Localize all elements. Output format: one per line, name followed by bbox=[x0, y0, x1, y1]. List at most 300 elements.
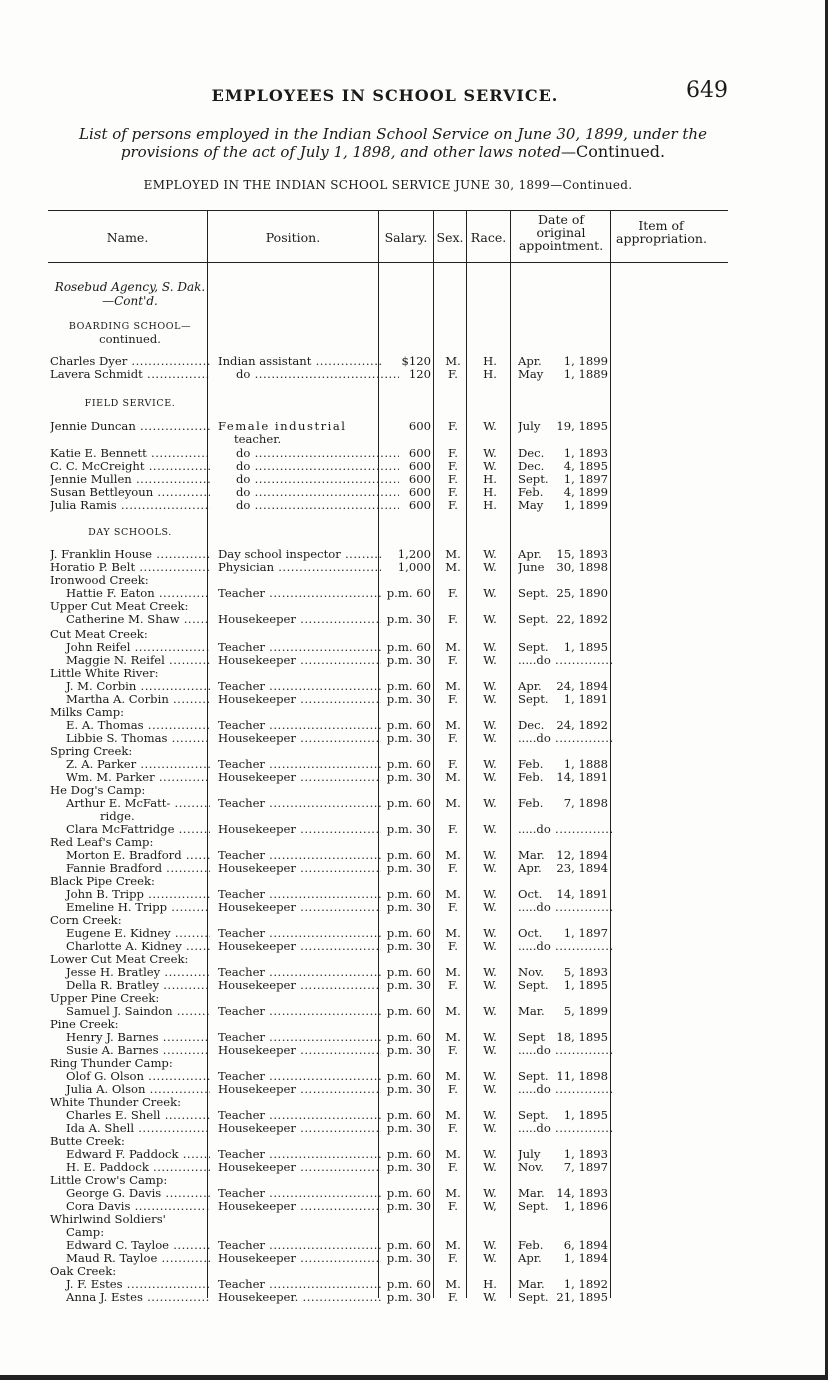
appointment-month: Nov. bbox=[518, 1161, 544, 1174]
employee-race: W. bbox=[483, 587, 497, 600]
appointment-month: Sept. bbox=[518, 587, 549, 600]
section-boarding-school: BOARDING SCHOOL— bbox=[68, 321, 192, 332]
header-salary: Salary. bbox=[384, 230, 428, 245]
employee-race: W. bbox=[483, 927, 497, 940]
camp-heading bbox=[0, 1018, 828, 1031]
table-row bbox=[0, 613, 828, 626]
employee-race: W. bbox=[483, 1070, 497, 1083]
employee-salary: 600 bbox=[408, 499, 431, 512]
table-row bbox=[0, 473, 828, 486]
employee-name: Lavera Schmidt ..... bbox=[50, 368, 210, 381]
employee-salary: p.m. 60 bbox=[386, 888, 431, 901]
appointment-day-year: 1, 1892 bbox=[563, 1278, 608, 1291]
employee-salary: $120 bbox=[401, 355, 431, 368]
table-row bbox=[0, 1252, 828, 1265]
employee-race: W. bbox=[483, 1122, 497, 1135]
employee-name: Cora Davis ..... bbox=[50, 1200, 210, 1213]
employee-appointment-date bbox=[512, 368, 614, 384]
employee-name: Fannie Bradford ..... bbox=[50, 862, 210, 875]
camp-name: Black Pipe Creek: bbox=[50, 875, 155, 888]
employee-sex: F. bbox=[448, 732, 458, 745]
appointment-month: Sept. bbox=[518, 473, 549, 486]
employee-sex: F. bbox=[448, 654, 458, 667]
employee-appointment-date bbox=[512, 732, 614, 745]
employee-race: W. bbox=[483, 901, 497, 914]
table-row bbox=[0, 823, 828, 836]
employee-sex: M. bbox=[445, 641, 461, 654]
employee-salary: p.m. 60 bbox=[386, 927, 431, 940]
camp-heading bbox=[0, 784, 828, 797]
employee-sex: M. bbox=[445, 561, 461, 574]
employee-race: W. bbox=[483, 849, 497, 862]
employee-salary: p.m. 30 bbox=[386, 1083, 431, 1096]
employee-race: W. bbox=[483, 1148, 497, 1161]
employee-sex: F. bbox=[448, 862, 458, 875]
header-date: Date of original appointment. bbox=[518, 212, 604, 253]
employee-race: W. bbox=[483, 1187, 497, 1200]
appointment-day-year: 4, 1895 bbox=[563, 460, 608, 473]
employee-salary: 1,200 bbox=[397, 548, 431, 561]
appointment-ditto: .....do ..... bbox=[518, 1083, 614, 1096]
employee-race: W. bbox=[483, 1044, 497, 1057]
employee-race: W. bbox=[483, 420, 497, 433]
employee-sex: F. bbox=[448, 940, 458, 953]
employee-salary: p.m. 60 bbox=[386, 1187, 431, 1200]
employee-position: do ..... bbox=[218, 486, 399, 499]
appointment-day-year: 30, 1898 bbox=[556, 561, 608, 574]
employee-salary: p.m. 30 bbox=[386, 732, 431, 745]
appointment-month: Sept bbox=[518, 1031, 545, 1044]
header-name: Name. bbox=[106, 230, 149, 245]
table-row bbox=[0, 693, 828, 706]
appointment-day-year: 24, 1892 bbox=[556, 719, 608, 732]
employee-salary: p.m. 30 bbox=[386, 1122, 431, 1135]
employee-sex: F. bbox=[448, 1200, 458, 1213]
appointment-day-year: 23, 1894 bbox=[556, 862, 608, 875]
employee-salary: p.m. 60 bbox=[386, 680, 431, 693]
table-row bbox=[0, 940, 828, 953]
employee-race: W. bbox=[483, 732, 497, 745]
employee-appointment-date bbox=[512, 1044, 614, 1057]
table-row bbox=[0, 901, 828, 914]
employee-race: W. bbox=[483, 1252, 497, 1265]
appointment-day-year: 1, 1889 bbox=[563, 368, 608, 381]
employee-position: Housekeeper ..... bbox=[218, 771, 381, 784]
employee-position: Teacher ..... bbox=[218, 966, 381, 979]
employee-salary: p.m. 30 bbox=[386, 654, 431, 667]
employee-position: Teacher ..... bbox=[218, 641, 381, 654]
employee-sex: F. bbox=[448, 1291, 458, 1304]
employee-sex: M. bbox=[445, 1278, 461, 1291]
header-bottom-rule bbox=[48, 262, 728, 263]
appointment-day-year: 7, 1897 bbox=[563, 1161, 608, 1174]
employee-position: Teacher ..... bbox=[218, 849, 381, 862]
employee-position: Teacher ..... bbox=[218, 1031, 381, 1044]
table-row bbox=[0, 771, 828, 784]
employee-sex: M. bbox=[445, 797, 461, 810]
employee-position: Teacher ..... bbox=[218, 797, 381, 810]
employee-name: H. E. Paddock ..... bbox=[50, 1161, 210, 1174]
employee-sex: M. bbox=[445, 355, 461, 368]
camp-name: Whirlwind Soldiers' bbox=[50, 1213, 166, 1226]
appointment-day-year: 14, 1891 bbox=[556, 888, 608, 901]
employee-sex: F. bbox=[448, 368, 458, 381]
employee-name: John Reifel ..... bbox=[50, 641, 210, 654]
section-boarding-continued: continued. bbox=[99, 332, 161, 346]
appointment-day-year: 1, 1895 bbox=[563, 1109, 608, 1122]
table-row bbox=[0, 447, 828, 460]
employee-position: Physician ..... bbox=[218, 561, 381, 574]
appointment-ditto: .....do ..... bbox=[518, 1122, 614, 1135]
employee-salary: p.m. 60 bbox=[386, 1148, 431, 1161]
employee-position: Teacher ..... bbox=[218, 1005, 381, 1018]
table-row bbox=[0, 587, 828, 600]
employee-race: W. bbox=[483, 862, 497, 875]
employee-name: Katie E. Bennett ..... bbox=[50, 447, 210, 460]
employee-salary: p.m. 60 bbox=[386, 641, 431, 654]
employee-sex: F. bbox=[448, 1083, 458, 1096]
employee-sex: M. bbox=[445, 1109, 461, 1122]
employee-name: Horatio P. Belt ..... bbox=[50, 561, 210, 574]
employee-race: H. bbox=[483, 473, 497, 486]
employee-name: Samuel J. Saindon ..... bbox=[50, 1005, 210, 1018]
page-title: EMPLOYEES IN SCHOOL SERVICE. bbox=[211, 86, 559, 105]
employee-name: Anna J. Estes ..... bbox=[50, 1291, 210, 1304]
employee-sex: M. bbox=[445, 1070, 461, 1083]
employee-appointment-date bbox=[512, 823, 614, 836]
employee-sex: M. bbox=[445, 1187, 461, 1200]
appointment-day-year: 1, 1891 bbox=[563, 693, 608, 706]
appointment-month: Apr. bbox=[518, 680, 542, 693]
camp-heading bbox=[0, 1096, 828, 1109]
employee-name: J. Franklin House ..... bbox=[50, 548, 210, 561]
employee-race: W. bbox=[483, 641, 497, 654]
employee-race: W. bbox=[483, 1005, 497, 1018]
appointment-month: Sept. bbox=[518, 1109, 549, 1122]
employee-race: W. bbox=[483, 1161, 497, 1174]
appointment-day-year: 15, 1893 bbox=[556, 548, 608, 561]
employee-name: Julia A. Olson ..... bbox=[50, 1083, 210, 1096]
appointment-month: Dec. bbox=[518, 719, 545, 732]
appointment-month: Sept. bbox=[518, 1200, 549, 1213]
header-sex: Sex. bbox=[436, 230, 464, 245]
table-row bbox=[0, 1083, 828, 1096]
appointment-day-year: 4, 1899 bbox=[563, 486, 608, 499]
employee-salary: p.m. 30 bbox=[386, 771, 431, 784]
table-row bbox=[0, 1044, 828, 1057]
employee-salary: p.m. 30 bbox=[386, 823, 431, 836]
employee-race: W. bbox=[483, 680, 497, 693]
employee-position: Housekeeper ..... bbox=[218, 1122, 381, 1135]
employee-appointment-date bbox=[512, 499, 614, 515]
employee-race: W. bbox=[483, 1031, 497, 1044]
appointment-month: Mar. bbox=[518, 849, 545, 862]
employee-sex: M. bbox=[445, 1031, 461, 1044]
appointment-month: Dec. bbox=[518, 447, 545, 460]
employee-name: Jesse H. Bratley ..... bbox=[50, 966, 210, 979]
table-row bbox=[0, 732, 828, 745]
employee-salary: p.m. 30 bbox=[386, 940, 431, 953]
table-row bbox=[0, 460, 828, 473]
table-row bbox=[0, 1161, 828, 1174]
employee-race: W. bbox=[483, 561, 497, 574]
employee-position: Teacher ..... bbox=[218, 927, 381, 940]
employee-race: H. bbox=[483, 499, 497, 512]
camp-name: Little White River: bbox=[50, 667, 159, 680]
camp-heading bbox=[0, 628, 828, 641]
camp-heading bbox=[0, 574, 828, 587]
employee-name: Martha A. Corbin ..... bbox=[50, 693, 210, 706]
camp-name: Ironwood Creek: bbox=[50, 574, 149, 587]
employee-position: do ..... bbox=[218, 460, 399, 473]
employee-name: Catherine M. Shaw ..... bbox=[50, 613, 210, 626]
header-race: Race. bbox=[470, 230, 507, 245]
appointment-day-year: 1, 1893 bbox=[563, 1148, 608, 1161]
employee-position: Teacher ..... bbox=[218, 1109, 381, 1122]
camp-heading bbox=[0, 706, 828, 719]
camp-heading bbox=[0, 745, 828, 758]
table-row bbox=[0, 1187, 828, 1200]
employee-position: Housekeeper ..... bbox=[218, 1200, 381, 1213]
employee-name: J. M. Corbin ..... bbox=[50, 680, 210, 693]
employee-name: John B. Tripp ..... bbox=[50, 888, 210, 901]
employee-race: W. bbox=[483, 447, 497, 460]
camp-name: He Dog's Camp: bbox=[50, 784, 146, 797]
employee-race: W. bbox=[483, 548, 497, 561]
employee-sex: M. bbox=[445, 548, 461, 561]
camp-name: Red Leaf's Camp: bbox=[50, 836, 154, 849]
table-row bbox=[0, 927, 828, 940]
employee-sex: M. bbox=[445, 771, 461, 784]
appointment-day-year: 5, 1899 bbox=[563, 1005, 608, 1018]
employee-sex: M. bbox=[445, 849, 461, 862]
employee-salary: p.m. 60 bbox=[386, 797, 431, 810]
employee-name: Charles Dyer ..... bbox=[50, 355, 210, 368]
employee-position: do ..... bbox=[218, 499, 399, 512]
employee-position: Teacher ..... bbox=[218, 1148, 381, 1161]
appointment-day-year: 1, 1899 bbox=[563, 355, 608, 368]
employee-name: Morton E. Bradford ..... bbox=[50, 849, 210, 862]
table-row bbox=[0, 548, 828, 561]
employee-race: W. bbox=[483, 797, 497, 810]
table-row bbox=[0, 1031, 828, 1044]
employee-position: Teacher ..... bbox=[218, 1070, 381, 1083]
employee-race: H. bbox=[483, 355, 497, 368]
employee-name: Emeline H. Tripp ..... bbox=[50, 901, 210, 914]
employee-name: Olof G. Olson ..... bbox=[50, 1070, 210, 1083]
employee-salary: 600 bbox=[408, 473, 431, 486]
appointment-day-year: 24, 1894 bbox=[556, 680, 608, 693]
appointment-month: Oct. bbox=[518, 888, 543, 901]
employee-name: Eugene E. Kidney ..... bbox=[50, 927, 210, 940]
camp-name: Cut Meat Creek: bbox=[50, 628, 148, 641]
employee-sex: M. bbox=[445, 1005, 461, 1018]
employee-salary: p.m. 60 bbox=[386, 849, 431, 862]
camp-heading bbox=[0, 1174, 828, 1187]
employee-salary: 600 bbox=[408, 420, 431, 433]
employee-name: Clara McFattridge ..... bbox=[50, 823, 210, 836]
camp-heading bbox=[0, 875, 828, 888]
employee-name: Z. A. Parker ..... bbox=[50, 758, 210, 771]
employee-salary: p.m. 30 bbox=[386, 1291, 431, 1304]
table-row bbox=[0, 1200, 828, 1213]
employee-position: Teacher ..... bbox=[218, 1278, 381, 1291]
table-row bbox=[0, 420, 828, 433]
employee-race: W. bbox=[483, 613, 497, 626]
camp-heading bbox=[0, 667, 828, 680]
employee-race: W. bbox=[483, 1291, 497, 1304]
camp-name: Upper Cut Meat Creek: bbox=[50, 600, 189, 613]
header-item: Item of appropriation. bbox=[616, 218, 707, 246]
appointment-day-year: 1, 1897 bbox=[563, 473, 608, 486]
appointment-day-year: 12, 1894 bbox=[556, 849, 608, 862]
employee-sex: M. bbox=[445, 1239, 461, 1252]
employee-position: Teacher ..... bbox=[218, 1239, 381, 1252]
employee-salary: p.m. 30 bbox=[386, 1161, 431, 1174]
employee-appointment-date bbox=[512, 901, 614, 914]
employee-sex: F. bbox=[448, 693, 458, 706]
table-row bbox=[0, 1278, 828, 1291]
employee-sex: M. bbox=[445, 1148, 461, 1161]
employee-sex: F. bbox=[448, 420, 458, 433]
employee-race: W. bbox=[483, 1109, 497, 1122]
employee-position: do ..... bbox=[218, 473, 399, 486]
appointment-month: Sept. bbox=[518, 979, 549, 992]
table-caption bbox=[48, 125, 738, 161]
employee-name: Ida A. Shell ..... bbox=[50, 1122, 210, 1135]
employee-position: Housekeeper ..... bbox=[218, 940, 381, 953]
employee-salary: p.m. 30 bbox=[386, 901, 431, 914]
employee-salary: p.m. 30 bbox=[386, 1200, 431, 1213]
employee-position: Teacher ..... bbox=[218, 587, 381, 600]
appointment-month: Apr. bbox=[518, 548, 542, 561]
page-number: 649 bbox=[686, 78, 728, 103]
employee-sex: F. bbox=[448, 460, 458, 473]
employee-name: Julia Ramis ..... bbox=[50, 499, 210, 512]
appointment-month: Feb. bbox=[518, 758, 544, 771]
employee-salary: p.m. 30 bbox=[386, 1044, 431, 1057]
appointment-day-year: 1, 1897 bbox=[563, 927, 608, 940]
appointment-day-year: 1, 1894 bbox=[563, 1252, 608, 1265]
caption-text: List of persons employed in the Indian School Service on June 30, 1899, under the provisions of the act of July 1, 1898, and other laws noted— bbox=[79, 125, 707, 161]
employee-sex: F. bbox=[448, 447, 458, 460]
table-row bbox=[0, 758, 828, 771]
appointment-month: Feb. bbox=[518, 486, 544, 499]
employee-race: W. bbox=[483, 979, 497, 992]
employee-name: C. C. McCreight ..... bbox=[50, 460, 210, 473]
table-row bbox=[0, 1291, 828, 1304]
employee-position: Housekeeper ..... bbox=[218, 823, 381, 836]
appointment-month: May bbox=[518, 499, 544, 512]
employee-race: W, bbox=[483, 1200, 497, 1213]
camp-name: Little Crow's Camp: bbox=[50, 1174, 168, 1187]
employee-sex: F. bbox=[448, 499, 458, 512]
employee-salary: 600 bbox=[408, 486, 431, 499]
employee-name: Jennie Mullen ..... bbox=[50, 473, 210, 486]
appointment-ditto: .....do ..... bbox=[518, 940, 614, 953]
appointment-month: Sept. bbox=[518, 613, 549, 626]
appointment-month: Feb. bbox=[518, 797, 544, 810]
section-day-schools: DAY SCHOOLS. bbox=[88, 527, 172, 538]
page-edge-bottom bbox=[0, 1375, 828, 1380]
appointment-day-year: 1, 1896 bbox=[563, 1200, 608, 1213]
employee-name: Maggie N. Reifel ..... bbox=[50, 654, 210, 667]
appointment-month: Mar. bbox=[518, 1278, 545, 1291]
appointment-month: Mar. bbox=[518, 1187, 545, 1200]
camp-name: Oak Creek: bbox=[50, 1265, 117, 1278]
camp-heading bbox=[0, 1213, 828, 1226]
camp-heading bbox=[0, 953, 828, 966]
employee-salary: 120 bbox=[408, 368, 431, 381]
table-top-rule bbox=[48, 210, 728, 211]
camp-name: Ring Thunder Camp: bbox=[50, 1057, 173, 1070]
appointment-month: Apr. bbox=[518, 355, 542, 368]
employee-salary: 600 bbox=[408, 460, 431, 473]
camp-heading bbox=[0, 1135, 828, 1148]
employee-name: Hattie F. Eaton ..... bbox=[50, 587, 210, 600]
appointment-ditto: .....do ..... bbox=[518, 732, 614, 745]
employee-sex: M. bbox=[445, 888, 461, 901]
employee-name: Edward C. Tayloe ..... bbox=[50, 1239, 210, 1252]
appointment-month: Nov. bbox=[518, 966, 544, 979]
camp-heading bbox=[0, 1057, 828, 1070]
appointment-day-year: 14, 1891 bbox=[556, 771, 608, 784]
employee-name: Arthur E. McFatt- ..... bbox=[50, 797, 210, 810]
employee-salary: p.m. 60 bbox=[386, 1070, 431, 1083]
table-row bbox=[0, 486, 828, 499]
employee-position: Housekeeper ..... bbox=[218, 1083, 381, 1096]
appointment-month: Feb. bbox=[518, 771, 544, 784]
camp-name: Corn Creek: bbox=[50, 914, 122, 927]
camp-name: Butte Creek: bbox=[50, 1135, 125, 1148]
appointment-day-year: 19, 1895 bbox=[556, 420, 608, 433]
employee-position: Housekeeper ..... bbox=[218, 901, 381, 914]
appointment-ditto: .....do ..... bbox=[518, 901, 614, 914]
employee-appointment-date bbox=[512, 654, 614, 667]
employee-sex: F. bbox=[448, 823, 458, 836]
appointment-day-year: 21, 1895 bbox=[556, 1291, 608, 1304]
table-row bbox=[0, 561, 828, 574]
employee-appointment-date bbox=[512, 940, 614, 953]
employee-race: W. bbox=[483, 654, 497, 667]
appointment-day-year: 11, 1898 bbox=[556, 1070, 608, 1083]
employee-position: Female industrial bbox=[218, 420, 347, 433]
employee-name: Wm. M. Parker ..... bbox=[50, 771, 210, 784]
camp-heading bbox=[0, 1226, 828, 1239]
employee-salary: p.m. 60 bbox=[386, 1031, 431, 1044]
appointment-month: July bbox=[518, 1148, 541, 1161]
appointment-month: Sept. bbox=[518, 1070, 549, 1083]
camp-heading bbox=[0, 600, 828, 613]
employee-race: W. bbox=[483, 771, 497, 784]
employee-race: W. bbox=[483, 719, 497, 732]
employee-sex: F. bbox=[448, 1044, 458, 1057]
employee-salary: p.m. 60 bbox=[386, 1239, 431, 1252]
employee-salary: 600 bbox=[408, 447, 431, 460]
employee-appointment-date bbox=[512, 1122, 614, 1135]
appointment-month: Sept. bbox=[518, 641, 549, 654]
table-row bbox=[0, 368, 828, 381]
appointment-day-year: 14, 1893 bbox=[556, 1187, 608, 1200]
employee-position: Teacher ..... bbox=[218, 888, 381, 901]
employee-salary: p.m. 30 bbox=[386, 862, 431, 875]
employee-sex: M. bbox=[445, 719, 461, 732]
employee-sex: F. bbox=[448, 901, 458, 914]
appointment-month: Mar. bbox=[518, 1005, 545, 1018]
employee-salary: 1,000 bbox=[397, 561, 431, 574]
table-row-continuation bbox=[0, 433, 828, 446]
employee-appointment-date bbox=[512, 1291, 614, 1307]
